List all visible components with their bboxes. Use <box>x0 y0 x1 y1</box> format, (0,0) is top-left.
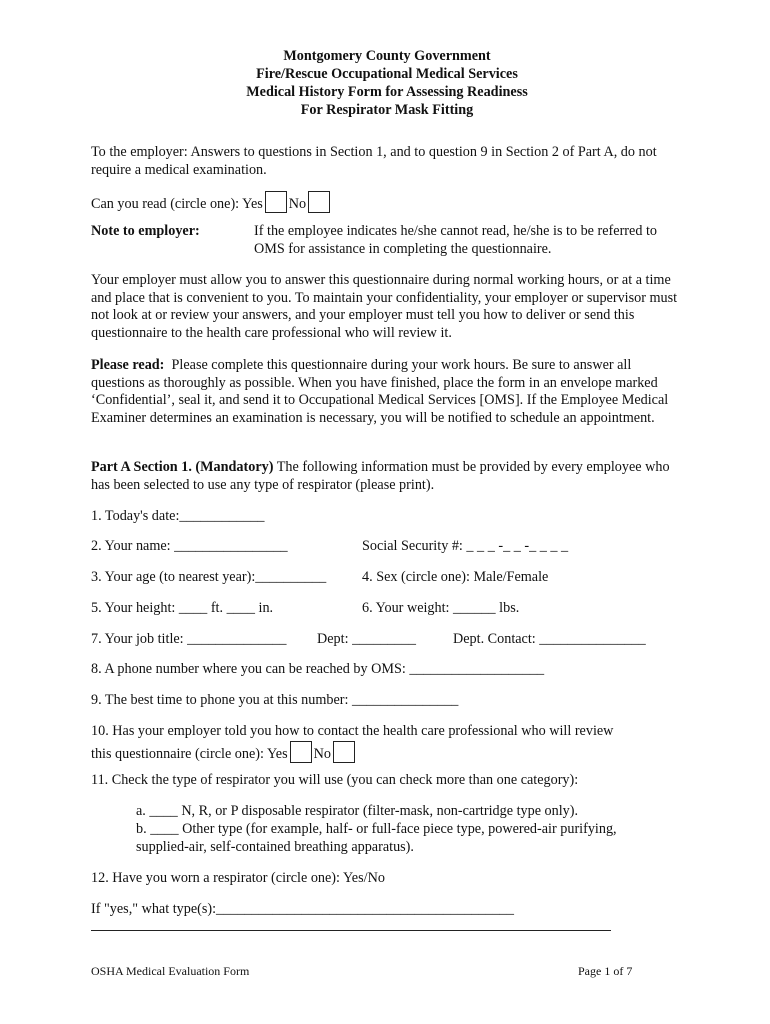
no-checkbox[interactable] <box>308 191 330 213</box>
note-label: Note to employer: <box>91 223 200 239</box>
footer-page-number: Page 1 of 7 <box>578 964 633 978</box>
please-read-paragraph <box>91 357 683 427</box>
respirator-type-line[interactable] <box>91 930 611 931</box>
note-text: If the employee indicates he/she cannot read, he/she is to be referred to OMS for assistance in completing the questionnaire. <box>254 223 657 257</box>
can-read-question <box>91 191 332 214</box>
intro-paragraph: To the employer: Answers to questions in Section 1, and to question 9 in Section 2 of Part A, do not require a medical examination. <box>91 144 657 178</box>
todays-date-field[interactable]: 1. Today's date:____________ <box>91 508 265 524</box>
q11-option-b[interactable]: b. ____ Other type (for example, half- or full-face piece type, powered-air purifying, <box>136 821 617 837</box>
employer-paragraph: Your employer must allow you to answer this questionnaire during normal working hours, or at a time and place that is convenient to you. To maintain your confidentiality, your employer or supervisor must not look at or review your answers, and your employer must tell you how to deliver or send this questionnaire to the health care professional who will review it. <box>91 272 678 341</box>
sex-field[interactable]: 4. Sex (circle one): Male/Female <box>362 569 549 585</box>
q11-text: 11. Check the type of respirator you will use (you can check more than one category): <box>91 772 579 788</box>
form-header <box>91 47 683 119</box>
q10-yes-label: this questionnaire (circle one): Yes <box>91 746 288 762</box>
q10-yes-checkbox[interactable] <box>290 741 312 763</box>
header-line-1: Montgomery County Government <box>283 48 491 64</box>
header-line-4: For Respirator Mask Fitting <box>300 102 474 118</box>
respirator-type-field[interactable]: If "yes," what type(s):__________________________________________ <box>91 901 514 917</box>
q10-no-label: No <box>313 746 331 762</box>
please-read-label: Please read: <box>91 357 165 373</box>
can-read-label: Can you read (circle one): Yes <box>91 196 263 212</box>
q10-no-checkbox[interactable] <box>333 741 355 763</box>
part-a-paragraph <box>91 459 683 494</box>
header-line-3: Medical History Form for Assessing Readiness <box>246 84 528 100</box>
please-read-text: Please complete this questionnaire during your work hours. Be sure to answer all questions as thoroughly as possible. When you have finished, place the form in an envelope marked ‘Confidential’, seal it, and send it to Occupational Medical Services [OMS]. If the Employee Medical Examiner determines an examination is necessary, you will be notified to schedule an appointment. <box>91 357 669 426</box>
part-a-label: Part A Section 1. (Mandatory) <box>91 459 274 475</box>
height-field[interactable]: 5. Your height: ____ ft. ____ in. <box>91 600 274 616</box>
job-title-field[interactable]: 7. Your job title: ______________ <box>91 631 287 647</box>
header-line-2: Fire/Rescue Occupational Medical Services <box>256 66 518 82</box>
best-time-field[interactable]: 9. The best time to phone you at this number: _______________ <box>91 692 459 708</box>
yes-checkbox[interactable] <box>265 191 287 213</box>
dept-contact-field[interactable]: Dept. Contact: _______________ <box>453 631 646 647</box>
ssn-field[interactable]: Social Security #: _ _ _ -_ _ -_ _ _ _ <box>362 538 569 554</box>
q11-option-b-cont: supplied-air, self-contained breathing apparatus). <box>136 839 414 855</box>
can-read-no-label: No <box>288 196 307 212</box>
q11-option-a[interactable]: a. ____ N, R, or P disposable respirator (filter-mask, non-cartridge type only). <box>136 803 579 819</box>
phone-field[interactable]: 8. A phone number where you can be reached by OMS: ___________________ <box>91 661 545 677</box>
part-a-text: The following information must be provided by every employee who has been selected to use any type of respirator (please print). <box>91 459 670 493</box>
footer-left: OSHA Medical Evaluation Form <box>91 964 250 978</box>
age-field[interactable]: 3. Your age (to nearest year):__________ <box>91 569 327 585</box>
q10-line1: 10. Has your employer told you how to contact the health care professional who will review <box>91 723 614 739</box>
name-field[interactable]: 2. Your name: ________________ <box>91 538 288 554</box>
dept-field[interactable]: Dept: _________ <box>317 631 416 647</box>
q12-text: 12. Have you worn a respirator (circle one): Yes/No <box>91 870 385 886</box>
q10-line2 <box>91 741 357 764</box>
weight-field[interactable]: 6. Your weight: ______ lbs. <box>362 600 520 616</box>
